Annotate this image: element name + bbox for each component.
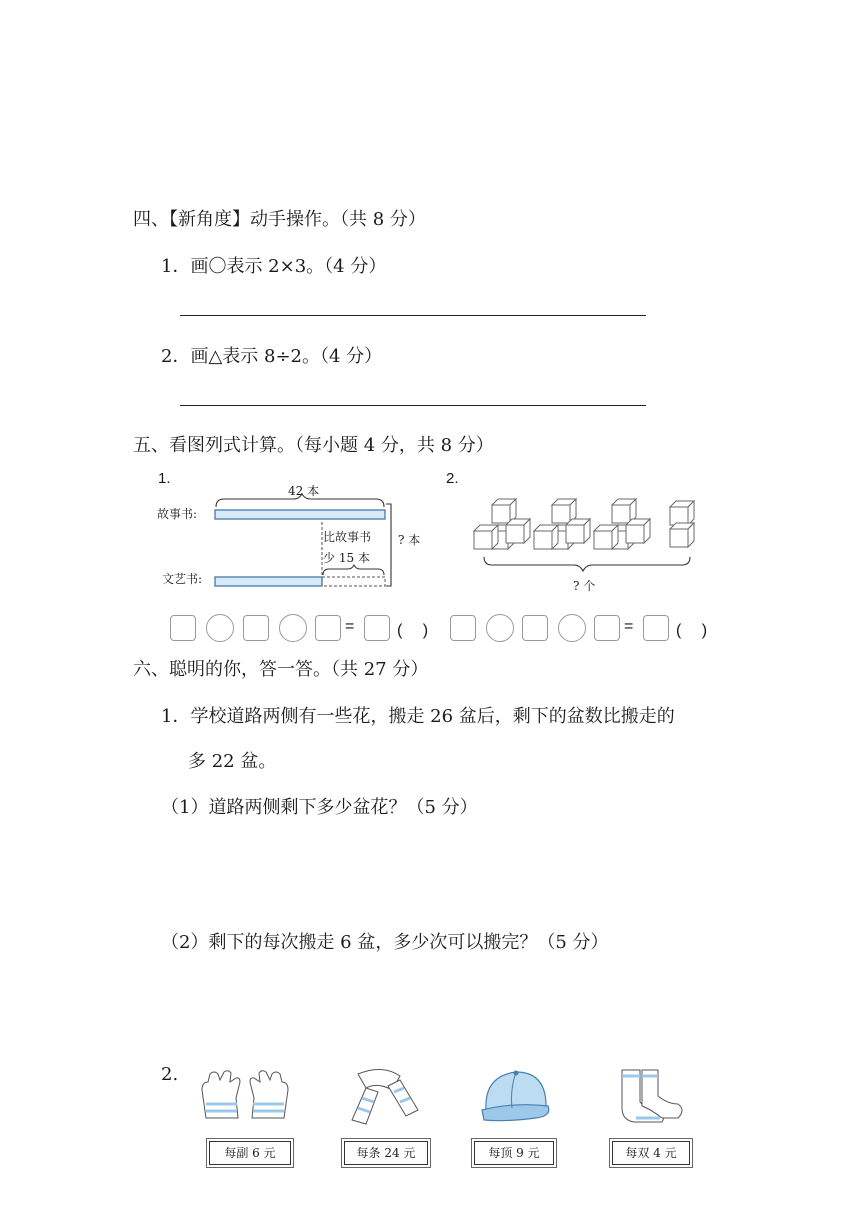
section5-title: 五、看图列式计算。（每小题 4 分，共 8 分） (133, 435, 494, 456)
blank-box[interactable] (170, 615, 196, 641)
price-tag-gloves: 每副 6 元 (209, 1141, 291, 1165)
socks-icon (612, 1066, 688, 1128)
blank-box[interactable] (594, 615, 620, 641)
figure1-top-brace (216, 494, 384, 507)
blank-box[interactable] (450, 615, 476, 641)
price-tag-socks: 每双 4 元 (612, 1141, 690, 1165)
figure1-number: 1. (158, 470, 171, 487)
blank-box[interactable] (243, 615, 269, 641)
equals-sign: = (624, 618, 634, 635)
equals-sign: = (345, 618, 355, 635)
gloves-icon (196, 1068, 294, 1130)
figure1-label-top: 42 本 (288, 484, 320, 498)
figure1-label-literature: 文艺书: (162, 572, 203, 586)
question-6-1-line2: 多 22 盆。 (188, 751, 277, 772)
figure1-label-total: ? 本 (398, 533, 421, 547)
blank-box[interactable] (315, 615, 341, 641)
section6-title: 六、聪明的你，答一答。（共 27 分） (133, 659, 429, 680)
blank-box[interactable] (522, 615, 548, 641)
question-6-1-line1: 1．学校道路两侧有一些花，搬走 26 盆后，剩下的盆数比搬走的 (161, 706, 675, 727)
section4-title: 四、【新角度】动手操作。（共 8 分） (133, 209, 426, 230)
cap-icon (476, 1066, 556, 1128)
price-tag-scarf: 每条 24 元 (344, 1141, 428, 1165)
operator-circle[interactable] (206, 614, 234, 642)
figure2-number: 2. (446, 470, 459, 487)
scarf-icon (344, 1066, 420, 1132)
question-4-2: 2．画△表示 8÷2。（4 分） (161, 346, 383, 367)
operator-circle[interactable] (486, 614, 514, 642)
question-6-1-sub1: （1）道路两侧剩下多少盆花？（5 分） (161, 797, 478, 818)
figure1-story-bar (215, 510, 385, 519)
question-6-2-number: 2. (161, 1064, 179, 1085)
unit-paren[interactable]: ( ) (676, 622, 708, 639)
figure1-right-bracket (386, 504, 391, 586)
price-tag-cap: 每顶 9 元 (474, 1141, 554, 1165)
figure1-label-less-2: 少 15 本 (323, 551, 370, 565)
question-6-1-sub2: （2）剩下的每次搬走 6 盆，多少次可以搬完？（5 分） (161, 932, 609, 953)
blank-box[interactable] (364, 615, 390, 641)
unit-paren[interactable]: ( ) (397, 622, 429, 639)
blank-box[interactable] (643, 615, 669, 641)
figure1-literature-dashed (322, 577, 385, 586)
question-4-1: 1．画〇表示 2×3。（4 分） (161, 256, 387, 277)
figure1-label-story: 故事书: (157, 507, 198, 521)
operator-circle[interactable] (279, 614, 307, 642)
figure1-less-brace (323, 565, 384, 575)
figure2-label-total: ? 个 (573, 579, 596, 593)
figure1-literature-bar (215, 577, 322, 586)
operator-circle[interactable] (558, 614, 586, 642)
figure1-label-less-1: 比故事书 (323, 530, 372, 544)
